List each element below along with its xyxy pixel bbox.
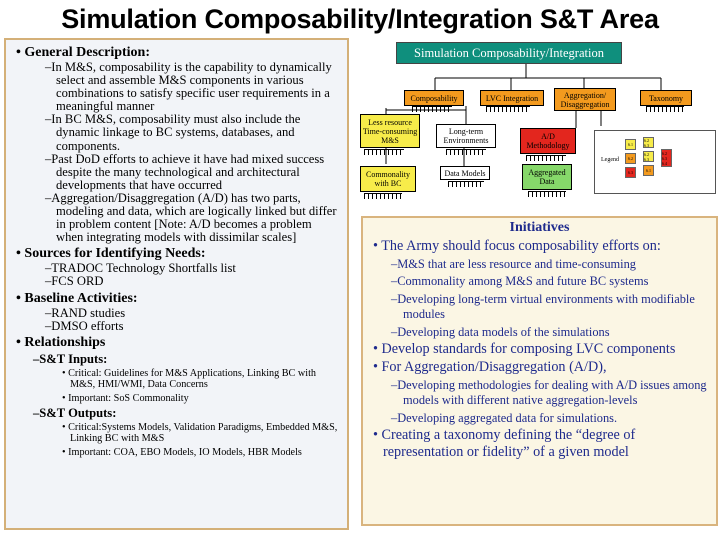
composability-hierarchy-diagram xyxy=(356,40,720,212)
ad-methodology-node: A/D Methodology xyxy=(520,128,576,154)
outputs-heading: –S&T Outputs: xyxy=(33,405,117,420)
composability-node: Composability xyxy=(404,90,464,106)
baseline-item: –DMSO efforts xyxy=(45,318,124,333)
lvc-ticks xyxy=(486,106,530,112)
legend-swatch: 6.2 6.3 6.4 xyxy=(661,149,672,167)
sources-item: –FCS ORD xyxy=(45,274,104,289)
legend-swatch: 6.3 xyxy=(625,167,636,178)
relationships-heading: • Relationships xyxy=(16,334,106,350)
legend-swatch: 6.2 6.3 xyxy=(643,151,654,162)
general-description-heading: • General Description: xyxy=(16,45,150,60)
initiative-subitem: –Developing data models of the simulations xyxy=(391,324,610,339)
legend-label: Legend xyxy=(601,157,619,163)
aggregation-disaggregation-node: Aggregation/ Disaggregation xyxy=(554,88,616,111)
initiatives-panel xyxy=(361,216,718,526)
legend-swatch: 6.1 xyxy=(625,139,636,150)
input-item: • Critical: Guidelines for M&S Applications, Linking BC with M&S, HMI/WMI, Data Concerns xyxy=(62,367,317,391)
legend xyxy=(594,130,716,194)
less-resource-ticks xyxy=(364,149,404,155)
baseline-heading: • Baseline Activities: xyxy=(16,290,138,306)
sources-item: –TRADOC Technology Shortfalls list xyxy=(45,261,236,276)
long-term-ticks xyxy=(446,149,486,155)
ad-methodology-ticks xyxy=(526,155,566,161)
commonality-ticks xyxy=(364,193,402,199)
legend-swatch: 6.1 xyxy=(643,165,654,176)
output-item: • Critical:Systems Models, Validation Paradigms, Embedded M&S, Linking BC with M&S xyxy=(62,421,338,445)
commonality-node: Commonality with BC xyxy=(360,166,416,192)
aggregated-data-ticks xyxy=(528,191,566,197)
initiative-bullet: • Creating a taxonomy defining the “degree of representation or fidelity” of a given model xyxy=(373,427,636,461)
initiative-subitem: –Developing long-term virtual environments with modifiable modules xyxy=(391,291,695,322)
initiative-subitem: –M&S that are less resource and time-consuming xyxy=(391,257,637,271)
general-item: –In BC M&S, composability must also include the dynamic linkage to BC systems, databases, and components. xyxy=(45,112,301,153)
taxonomy-node: Taxonomy xyxy=(640,90,692,106)
legend-swatch: 6.2 xyxy=(625,153,636,164)
initiatives-title: Initiatives xyxy=(509,220,570,235)
baseline-item: –RAND studies xyxy=(45,305,126,320)
lvc-integration-node: LVC Integration xyxy=(480,90,544,106)
composability-ticks xyxy=(412,106,452,112)
initiative-bullet: • For Aggregation/Disaggregation (A/D), xyxy=(373,359,607,376)
long-term-environments-node: Long-term Environments xyxy=(436,124,496,148)
initiative-bullet: • The Army should focus composability efforts on: xyxy=(373,238,661,254)
general-item: –Aggregation/Disaggregation (A/D) has two parts, modeling and data, which are logically linked but differ in problem content [Note: A/D becomes a problem when integrating models with dissimilar scales] xyxy=(45,190,337,245)
initiative-subitem: –Commonality among M&S and future BC systems xyxy=(391,274,649,289)
slide-title: Simulation Composability/Integration S&T Area xyxy=(61,4,659,34)
initiative-subitem: –Developing methodologies for dealing with A/D issues among models with different native aggregation-levels xyxy=(391,378,707,408)
output-item: • Important: COA, EBO Models, IO Models, HBR Models xyxy=(62,446,302,458)
aggregated-data-node: Aggregated Data xyxy=(522,164,572,190)
inputs-heading: –S&T Inputs: xyxy=(33,351,108,366)
input-item: • Important: SoS Commonality xyxy=(62,392,189,404)
taxonomy-ticks xyxy=(646,106,684,112)
description-panel xyxy=(4,38,349,530)
sources-heading: • Sources for Identifying Needs: xyxy=(16,246,206,262)
general-item: –Past DoD efforts to achieve it have had mixed success despite the many technological and architectural developments that have occurred xyxy=(45,151,325,192)
data-models-node: Data Models xyxy=(440,166,490,180)
legend-swatch: 6.2 6.3 xyxy=(643,137,654,148)
general-item: –In M&S, composability is the capability to dynamically select and assemble M&S components in various combinations to satisfy specific user requirements in a meaningful manner xyxy=(45,60,332,114)
initiative-bullet: • Develop standards for composing LVC components xyxy=(373,341,676,358)
less-resource-node: Less resource Time-consuming M&S xyxy=(360,114,420,148)
data-models-ticks xyxy=(448,181,484,187)
root-node: Simulation Composability/Integration xyxy=(396,42,622,64)
initiative-subitem: –Developing aggregated data for simulations. xyxy=(391,410,618,425)
